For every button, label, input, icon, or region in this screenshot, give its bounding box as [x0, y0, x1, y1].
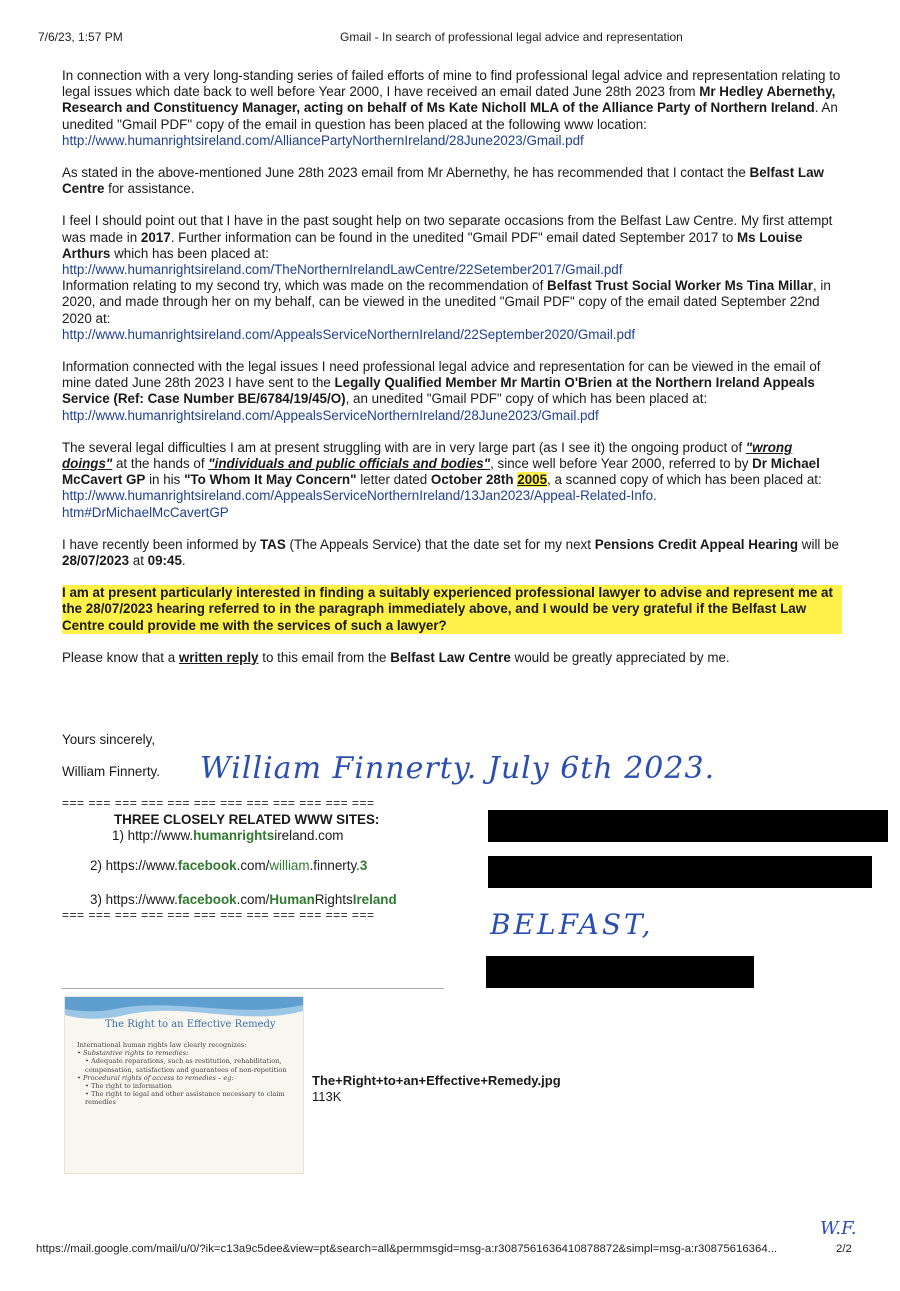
text: , a scanned copy of which has been placed at: [547, 472, 822, 488]
site-rule-top: === === === === === === === === === === === === [62, 796, 375, 810]
bold-text: Ms Louise Arthurs [62, 229, 803, 261]
attachment-filename[interactable]: The+Right+to+an+Effective+Remedy.jpg [312, 1073, 561, 1088]
paragraph-5 [62, 440, 842, 521]
signature-text: William Finnerty. July 6th 2023. [200, 751, 716, 786]
bold-text: Belfast Law Centre [390, 649, 511, 665]
attachment-thumbnail[interactable] [64, 996, 304, 1174]
text: Please know that a [62, 649, 179, 665]
link-appeals-2020-pdf[interactable]: http://www.humanrightsireland.com/AppealsServiceNorthernIreland/22September2020/Gmail.pdf [62, 326, 636, 342]
redaction-block-1 [488, 810, 888, 842]
bold-text: Belfast Trust Social Worker Ms Tina Millar [547, 278, 813, 294]
link-appeal-info[interactable]: http://www.humanrightsireland.com/AppealsServiceNorthernIreland/13Jan2023/Appeal-Related-Info. [62, 488, 657, 504]
bold-text: Legally Qualified Member Mr Martin O'Brien at the Northern Ireland Appeals Service (Ref: Case Number BE/6784/19/45/O) [62, 375, 815, 407]
text: .finnerty. [309, 858, 360, 873]
link-appeals-2023-pdf[interactable]: http://www.humanrightsireland.com/AppealsServiceNorthernIreland/28June2023/Gmail.pdf [62, 407, 599, 423]
text: 1) http://www. [112, 828, 194, 843]
paragraph-4 [62, 359, 842, 424]
sign-off [62, 732, 160, 780]
handwritten-initials [818, 1212, 874, 1240]
text: facebook [177, 858, 237, 873]
text: . Further information can be found in the unedited "Gmail PDF" email dated September 2017 to [170, 229, 737, 245]
text: at the hands of [112, 456, 209, 472]
emphasis-text: "wrong doings" [62, 439, 793, 472]
highlighted-request-paragraph: I am at present particularly interested in finding a suitably experienced professional lawyer to advise and represent me at the 28/07/2023 hearing referred to in the paragraph immediately above, and I would be very grateful if the Belfast Law Centre could provide me with the services of such a lawyer? [62, 585, 842, 634]
attachment-size: 113K [312, 1089, 342, 1104]
handwritten-signature [198, 740, 838, 788]
text: which has been placed at: [110, 245, 269, 261]
bold-text: 09:45 [147, 553, 182, 569]
text: facebook [177, 892, 237, 907]
text: humanrights [193, 828, 275, 843]
text: (The Appeals Service) that the date set for my next [285, 536, 595, 552]
text: In connection with a very long-standing series of failed efforts of mine to find professional legal advice and representation relating to legal issues which date back to well before Year 2000, I have received an email dated June 28th 2023 from [62, 68, 841, 100]
paragraph-1 [62, 68, 842, 149]
attachment-separator [62, 988, 444, 989]
text: Information relating to my second try, which was made on the recommendation of [62, 278, 548, 294]
text: letter dated [356, 472, 431, 488]
paragraph-2 [62, 165, 842, 197]
bold-text: Pensions Credit Appeal Hearing [594, 536, 799, 552]
site-rule-bottom: === === === === === === === === === === === === [62, 908, 375, 922]
thumbnail-line: • Substantive rights to remedies: [77, 1049, 189, 1058]
text: william [269, 858, 310, 873]
redaction-block-3 [486, 956, 754, 988]
bold-text: 2017 [140, 229, 171, 245]
text: would be greatly appreciated by me. [510, 649, 730, 665]
text: As stated in the above-mentioned June 28th 2023 email from Mr Abernethy, he has recommended that I contact the [62, 165, 750, 181]
text: .com/ [236, 858, 270, 873]
bold-text: 28/07/2023 [62, 553, 130, 569]
paragraph-8 [62, 650, 842, 666]
text: will be [798, 536, 840, 552]
emphasis-text: "individuals and public officials and bodies" [208, 456, 491, 472]
city-text: BELFAST, [490, 908, 654, 941]
paragraph-6 [62, 537, 842, 569]
related-sites-title: THREE CLOSELY RELATED WWW SITES: [114, 812, 380, 827]
link-appeal-info-anchor[interactable]: htm#DrMichaelMcCavertGP [62, 504, 229, 520]
email-body [62, 68, 842, 682]
text: 2) https://www. [90, 858, 178, 873]
text: , since well before Year 2000, referred to by [490, 456, 753, 472]
thumbnail-wave [65, 997, 303, 1037]
text: to this email from the [258, 649, 391, 665]
print-title: Gmail - In search of professional legal advice and representation [340, 30, 683, 44]
thumbnail-line: • Procedural rights of access to remedies – eg: [77, 1073, 234, 1082]
paragraph-3 [62, 213, 842, 343]
initials-text: W.F. [820, 1218, 857, 1239]
text: . [181, 553, 186, 569]
page-number: 2/2 [836, 1243, 852, 1255]
thumbnail-text [77, 1041, 297, 1107]
bold-text: "To Whom It May Concern" [184, 472, 357, 488]
text: Information connected with the legal issues I need professional legal advice and representation for can be viewed in the email of mine dated June 28th 2023 I have sent to the [62, 359, 821, 391]
print-url: https://mail.google.com/mail/u/0/?ik=c13a9c5dee&view=pt&search=all&permmsgid=msg-a:r3087561636410878872&simpl=msg-a:r30875616364... [36, 1243, 778, 1255]
site-link-1[interactable] [112, 828, 343, 843]
closing: Yours sincerely, [62, 732, 156, 747]
bold-text: Dr Michael McCavert GP [62, 456, 820, 488]
text: Ireland [352, 892, 397, 907]
text: .com [314, 828, 344, 843]
link-lawcentre-2017-pdf[interactable]: http://www.humanrightsireland.com/TheNorthernIrelandLawCentre/22Setember2017/Gmail.pdf [62, 262, 623, 278]
bold-text: TAS [260, 536, 286, 552]
text: Human [269, 892, 315, 907]
text: I feel I should point out that I have in the past sought help on two separate occasions from the Belfast Law Centre. My first attempt was made in [62, 213, 833, 245]
text: , an unedited "Gmail PDF" copy of which has been placed at: [345, 391, 708, 407]
text: .com/ [236, 892, 270, 907]
thumbnail-line: • Adequate reparations, such as restitution, rehabilitation, compensation, satisfaction and guarantees of non-repetition [85, 1057, 287, 1074]
text: 3) https://www. [90, 892, 178, 907]
redaction-block-2 [488, 856, 872, 888]
text: The several legal difficulties I am at present struggling with are in very large part (as I see it) the ongoing product of [62, 439, 746, 455]
text: . An unedited "Gmail PDF" copy of the email in question has been placed at the following www location: [62, 100, 838, 132]
link-alliance-pdf[interactable]: http://www.humanrightsireland.com/AlliancePartyNorthernIreland/28June2023/Gmail.pdf [62, 132, 584, 148]
bold-text: October 28th [430, 472, 518, 488]
text: for assistance. [104, 181, 195, 197]
text: Rights [314, 892, 353, 907]
thumbnail-line: International human rights law clearly recognizes: [77, 1041, 247, 1049]
bold-text: Belfast Law Centre [62, 165, 824, 197]
site-link-2[interactable] [90, 858, 367, 873]
text: I have recently been informed by [62, 536, 260, 552]
bold-underline-text: written reply [178, 649, 259, 665]
thumbnail-line: • The right to information [85, 1082, 172, 1091]
bold-text: Mr Hedley Abernethy, Research and Constituency Manager, acting on behalf of Ms Kate Nicholl MLA of the Alliance Party of Northern Ireland [62, 84, 836, 116]
thumbnail-line: • The right to legal and other assistance necessary to claim remedies [85, 1090, 285, 1107]
text: 3 [359, 858, 368, 873]
site-link-3[interactable] [90, 892, 397, 907]
text: ireland [274, 828, 315, 843]
sender-name: William Finnerty. [62, 764, 160, 779]
text: in his [145, 472, 185, 488]
text: , in 2020, and made through her on my behalf, can be viewed in the unedited "Gmail PDF" copy of the email dated September 22nd 2020 at: [62, 278, 831, 326]
thumbnail-title: The Right to an Effective Remedy [105, 1019, 276, 1030]
text: at [129, 553, 148, 569]
print-datetime: 7/6/23, 1:57 PM [38, 30, 123, 44]
handwritten-city [488, 898, 728, 946]
highlighted-year: 2005 [517, 472, 548, 488]
